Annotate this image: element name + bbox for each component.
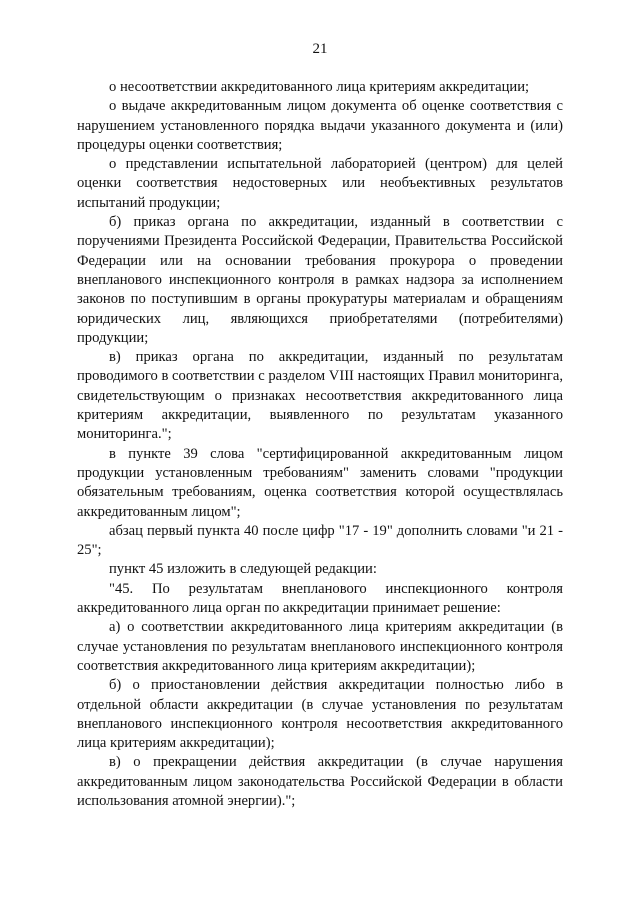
paragraph-order-v: в) приказ органа по аккредитации, изданный по результатам проводимого в соответствии с разделом VIII настоящих Правил мониторинга, свидетельствующим о признаках несоответствия аккредитованного лица критериям аккредитации, выявленного по результатам указанного мониторинга."; <box>77 349 563 443</box>
page-number: 21 <box>312 41 328 57</box>
paragraph-unreliable-results: о представлении испытательной лабораторией (центром) для целей оценки соответствия недостоверных или необъективных результатов испытаний продукции; <box>77 156 563 211</box>
paragraph-order-b: б) приказ органа по аккредитации, изданный в соответствии с поручениями Президента Российской Федерации, Правительства Российской Федерации или на основании требования прокурора о проведении внепланового инспекционного контроля в рамках надзора за исполнением законов по поступившим в органы прокуратуры материалам и обращениям юридических лиц, являющихся приобретателями (потребителями) продукции; <box>77 214 563 346</box>
paragraph-decision-v: в) о прекращении действия аккредитации (в случае нарушения аккредитованным лицом законодательства Российской Федерации в области использования атомной энергии)."; <box>77 754 563 809</box>
paragraph-nonconformity: о несоответствии аккредитованного лица критериям аккредитации; <box>109 79 530 95</box>
paragraph-decision-b: б) о приостановлении действия аккредитации полностью либо в отдельной области аккредитации (в случае установления по результатам внепланового инспекционного контроля несоответствия аккредитованного лица критериям аккредитации); <box>77 677 563 752</box>
paragraph-point-45: "45. По результатам внепланового инспекционного контроля аккредитованного лица орган по аккредитации принимает решение: <box>77 580 563 617</box>
paragraph-point-40: абзац первый пункта 40 после цифр "17 - 19" дополнить словами "и 21 - 25"; <box>77 522 563 559</box>
paragraph-decision-a: а) о соответствии аккредитованного лица критериям аккредитации (в случае установления по результатам внепланового инспекционного контроля соответствия аккредитованного лица критериям аккредитации); <box>77 619 563 674</box>
document-body <box>77 78 563 811</box>
paragraph-document-issuance: о выдаче аккредитованным лицом документа об оценке соответствия с нарушением установленного порядка выдачи указанного документа и (или) процедуры оценки соответствия; <box>77 98 563 153</box>
paragraph-point-45-intro: пункт 45 изложить в следующей редакции: <box>109 561 377 578</box>
paragraph-point-39: в пункте 39 слова "сертифицированной аккредитованным лицом продукции установленным требованиям" заменить словами "продукции обязательным требованиям, оценка соответствия которой осуществлялась аккредитованным лицом"; <box>77 445 563 520</box>
